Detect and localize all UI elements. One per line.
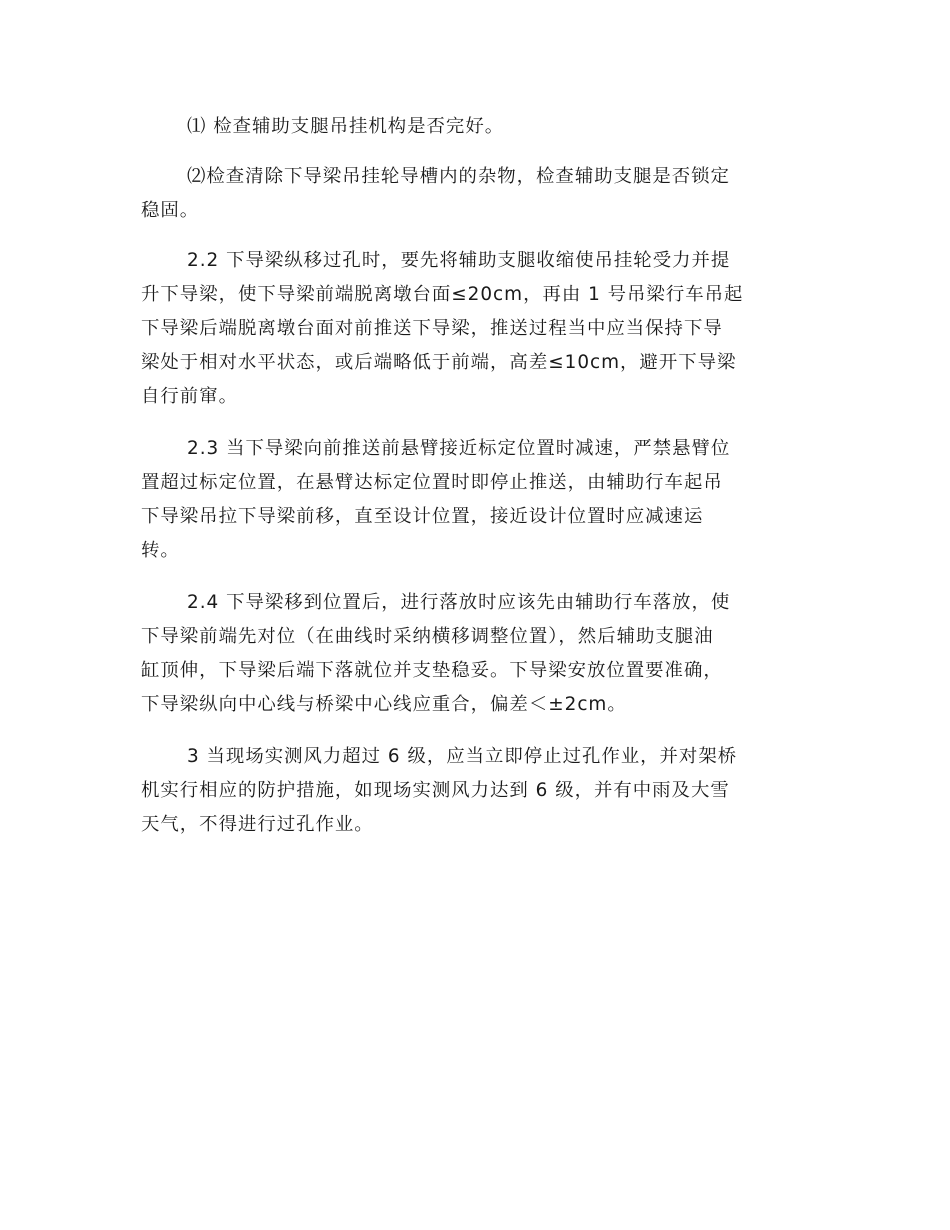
document-body — [141, 110, 809, 842]
paragraph-check-hanging-mechanism — [141, 110, 809, 144]
text-line: 下导梁纵向中心线与桥梁中心线应重合，偏差＜±2cm。 — [141, 694, 627, 715]
text-line: 2.2 下导梁纵移过孔时，要先将辅助支腿收缩使吊挂轮受力并提 — [187, 250, 731, 271]
text-line: 置超过标定位置，在悬臂达标定位置时即停止推送，由辅助行车起吊 — [141, 472, 723, 493]
text-line: 下导梁前端先对位（在曲线时采纳横移调整位置），然后辅助支腿油 — [141, 626, 714, 647]
text-line: 升下导梁，使下导梁前端脱离墩台面≤20cm，再由 1 号吊梁行车吊起 — [141, 284, 744, 305]
text-line: ⑵检查清除下导梁吊挂轮导槽内的杂物，检查辅助支腿是否锁定 — [187, 166, 730, 187]
paragraph-section-3-wind — [141, 740, 809, 842]
text-line: 缸顶伸，下导梁后端下落就位并支垫稳妥。下导梁安放位置要准确， — [141, 660, 723, 681]
text-line: 机实行相应的防护措施，如现场实测风力达到 6 级，并有中雨及大雪 — [141, 780, 730, 801]
text-line: 转。 — [141, 540, 180, 561]
text-line: 2.4 下导梁移到位置后，进行落放时应该先由辅助行车落放，使 — [187, 592, 731, 613]
text-line: 3 当现场实测风力超过 6 级，应当立即停止过孔作业，并对架桥 — [187, 746, 738, 767]
paragraph-section-2-3 — [141, 432, 809, 568]
text-line: 梁处于相对水平状态，或后端略低于前端，高差≤10cm，避开下导梁 — [141, 352, 737, 373]
text-line: 下导梁后端脱离墩台面对前推送下导梁，推送过程当中应当保持下导 — [141, 318, 723, 339]
paragraph-clear-debris — [141, 160, 809, 228]
paragraph-section-2-4 — [141, 586, 809, 722]
text-line: 自行前窜。 — [141, 386, 238, 407]
text-line: 天气，不得进行过孔作业。 — [141, 814, 374, 835]
text-line: 下导梁吊拉下导梁前移，直至设计位置，接近设计位置时应减速运 — [141, 506, 704, 527]
text-line: ⑴ 检查辅助支腿吊挂机构是否完好。 — [187, 116, 505, 137]
paragraph-section-2-2 — [141, 244, 809, 414]
text-line: 2.3 当下导梁向前推送前悬臂接近标定位置时减速，严禁悬臂位 — [187, 438, 731, 459]
text-line: 稳固。 — [141, 200, 200, 221]
